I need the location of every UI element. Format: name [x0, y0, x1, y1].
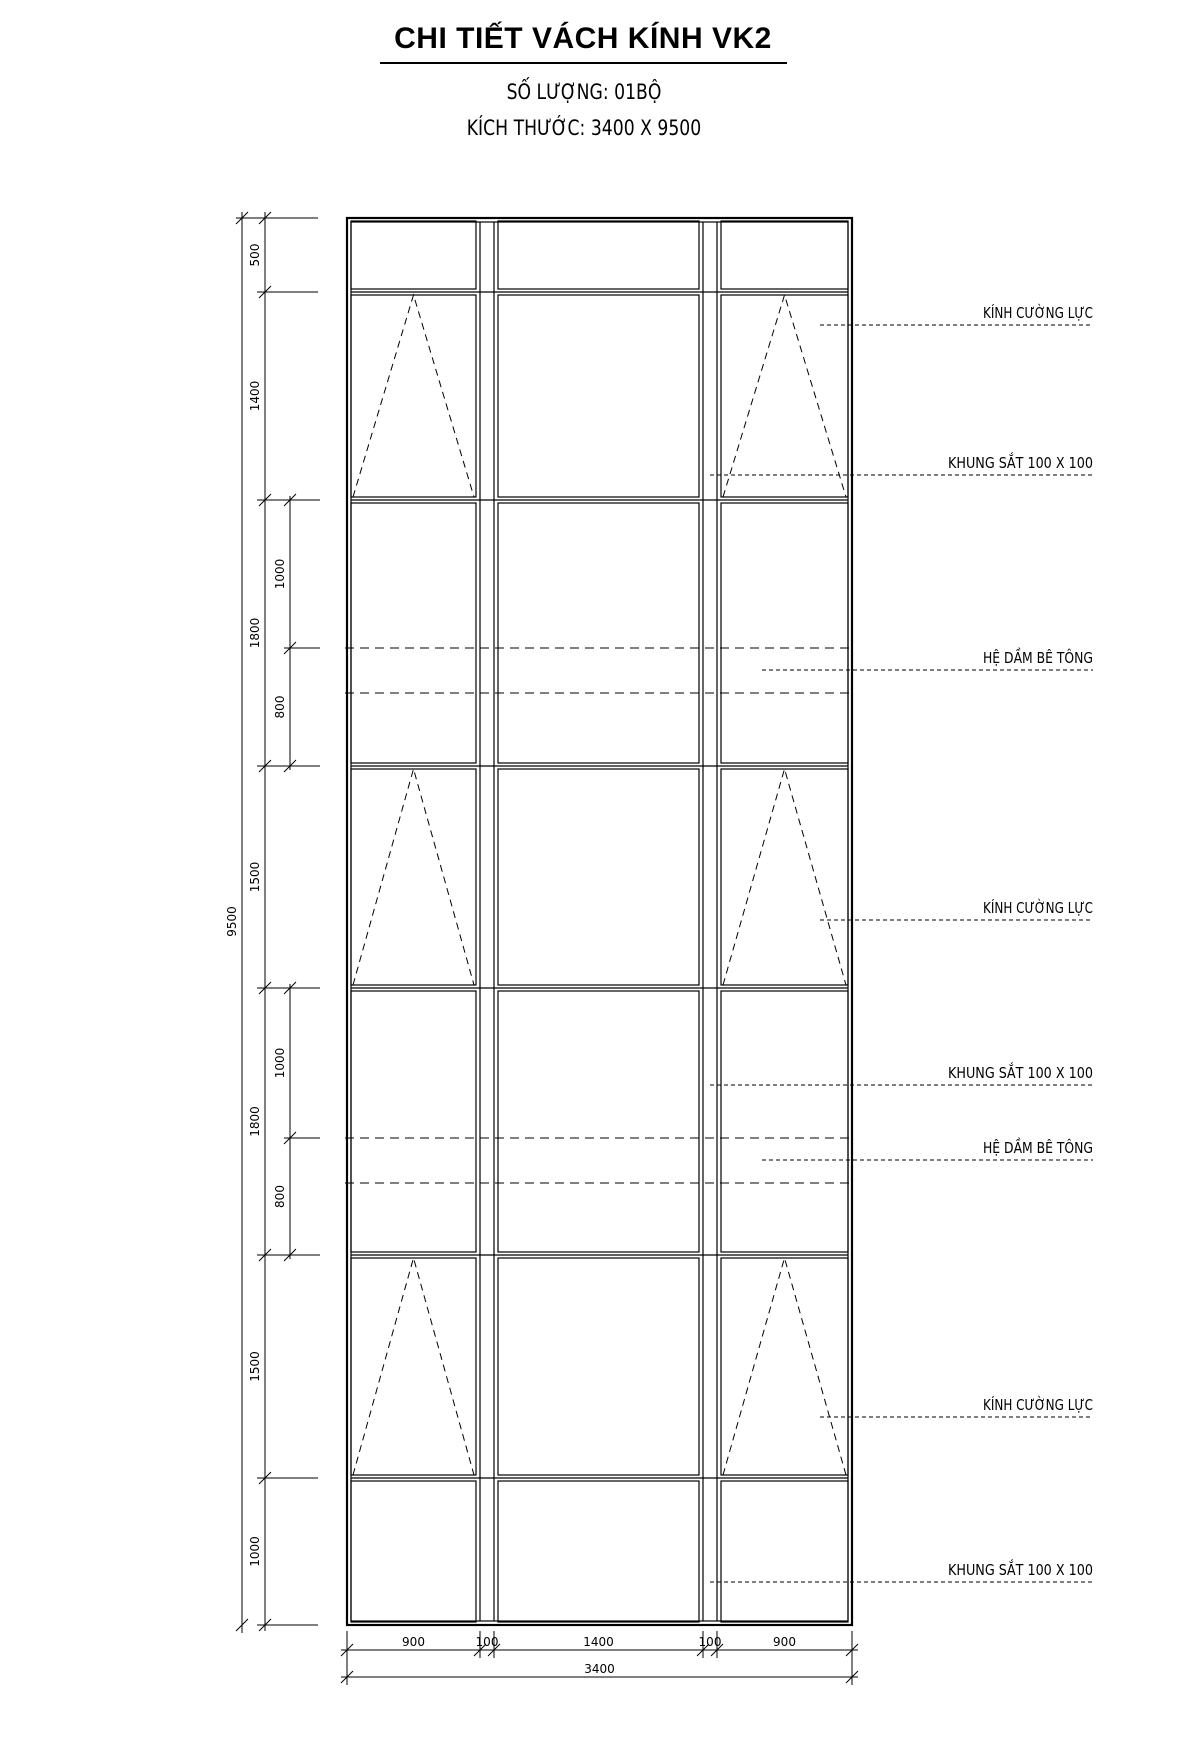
- wall-frame: [347, 218, 852, 1625]
- callout-label: KÍNH CƯỜNG LỰC: [983, 1396, 1121, 1414]
- dimension-label: 1000: [273, 558, 287, 590]
- dimension-lines: [236, 212, 858, 1685]
- dimension-label: 9500: [225, 906, 239, 937]
- callout-label: KÍNH CƯỜNG LỰC: [983, 304, 1121, 322]
- glass-pane: [721, 1481, 848, 1622]
- door-swing-mark: [353, 769, 474, 985]
- callout-label: KHUNG SẮT 100 X 100: [948, 1561, 1119, 1579]
- glass-pane: [351, 769, 476, 985]
- glass-pane: [498, 1258, 699, 1475]
- callout-label: KHUNG SẮT 100 X 100: [948, 454, 1119, 472]
- dimension-label: 1800: [248, 617, 262, 649]
- glass-pane: [721, 1258, 848, 1475]
- dimension-label: 1400: [583, 1635, 614, 1649]
- drawing-title: CHI TIẾT VÁCH KÍNH VK2: [394, 22, 772, 55]
- glass-pane: [498, 991, 699, 1252]
- dimension-label: 900: [402, 1635, 425, 1649]
- glass-pane: [721, 503, 848, 763]
- door-swing-marks: [353, 295, 846, 1475]
- glass-pane: [498, 295, 699, 497]
- callout-label: KHUNG SẮT 100 X 100: [948, 1064, 1119, 1082]
- door-swing-mark: [723, 769, 846, 985]
- dimension-label: 1000: [248, 1536, 262, 1567]
- glass-pane: [721, 769, 848, 985]
- door-swing-mark: [353, 1258, 474, 1475]
- glass-pane: [351, 503, 476, 763]
- glass-pane: [498, 503, 699, 763]
- glass-panels: [351, 221, 848, 1622]
- inner-frame: [351, 222, 848, 1621]
- callout-label: HỆ DẦM BÊ TÔNG: [983, 649, 1117, 667]
- dimension-label: 1000: [273, 1047, 287, 1079]
- door-swing-mark: [353, 295, 474, 497]
- quantity-text: SỐ LƯỢNG: 01BỘ: [506, 80, 662, 104]
- outer-frame: [347, 218, 852, 1625]
- glass-pane: [498, 769, 699, 985]
- dimension-label: 500: [248, 243, 262, 267]
- dimension-label: 1800: [248, 1106, 262, 1137]
- concrete-beams: [345, 648, 850, 1183]
- glass-pane: [721, 991, 848, 1252]
- dimension-label: 900: [773, 1635, 796, 1649]
- dimension-texts: [225, 244, 796, 1676]
- dimension-label: 1500: [248, 861, 262, 893]
- callout-labels: [710, 303, 1121, 1582]
- glass-pane: [721, 221, 848, 289]
- dimension-label: 800: [273, 695, 287, 719]
- door-swing-mark: [723, 1258, 846, 1475]
- glass-pane: [498, 1481, 699, 1622]
- dimension-label: 100: [475, 1635, 499, 1649]
- callout-label: KÍNH CƯỜNG LỰC: [983, 899, 1121, 917]
- dimension-label: 3400: [584, 1662, 615, 1676]
- glass-pane: [498, 221, 699, 289]
- glass-pane: [351, 221, 476, 289]
- callout-label: HỆ DẦM BÊ TÔNG: [983, 1139, 1117, 1157]
- dimension-label: 800: [273, 1185, 287, 1208]
- glass-pane: [351, 1258, 476, 1475]
- glass-pane: [351, 1481, 476, 1622]
- dimension-label: 1500: [248, 1351, 262, 1382]
- glass-pane: [351, 295, 476, 497]
- size-text: KÍCH THƯỚC: 3400 X 9500: [466, 116, 702, 140]
- dimension-label: 1400: [248, 380, 262, 412]
- dimension-label: 100: [698, 1635, 722, 1649]
- glass-pane: [351, 991, 476, 1252]
